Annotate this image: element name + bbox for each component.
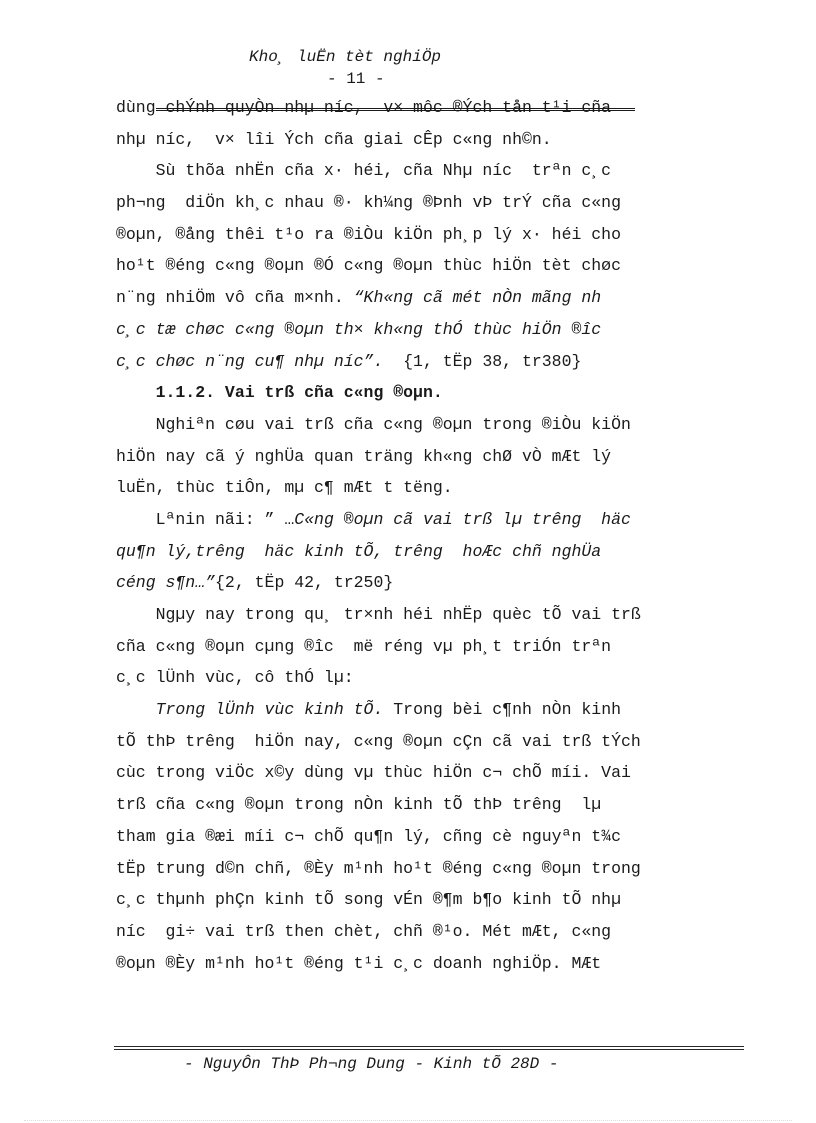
body-line: cña c«ng ®oµn cµng ®îc më réng vµ ph¸t triÓn trªn (116, 636, 612, 656)
header-title: Kho¸ luËn tèt nghiÖp (249, 48, 442, 66)
body-line: c¸c lÜnh vùc, cô thÓ lµ: (116, 668, 354, 688)
body-line (116, 92, 740, 124)
body-line: ph¬ng diÖn kh¸c nhau ®· kh¼ng ®Þnh vÞ trÝ cña c«ng (116, 193, 621, 213)
page-bottom-border (24, 1120, 792, 1121)
body-line: tÕ thÞ trêng hiÖn nay, c«ng ®oµn cÇn cã vai trß tÝch (116, 731, 641, 751)
paragraph-start: Sù thõa nhËn cña x· héi, cña Nhµ níc trªn c¸c (116, 161, 612, 181)
citation: {2, tËp 42, tr250} (215, 573, 394, 593)
indent (116, 700, 156, 719)
quotation-text: c¸c chøc n¨ng cu¶ nhµ níc”. (116, 351, 384, 371)
quotation-text: céng s¶n…” (116, 573, 216, 593)
footer-divider (114, 1046, 744, 1050)
body-line: trß cña c«ng ®oµn trong nÒn kinh tÕ thÞ trêng lµ (116, 795, 602, 815)
quotation-text: C«ng ®oµn cã vai trß lµ trêng häc (294, 509, 631, 529)
body-line (116, 567, 740, 599)
body-text: dùng (116, 98, 156, 117)
body-line: nhµ níc, v× lîi Ých cña giai cÊp c«ng nh©n. (116, 129, 552, 149)
quotation-line: c¸c tæ chøc c«ng ®oµn th× kh«ng thÓ thùc hiÖn ®îc (116, 319, 602, 339)
paragraph-start (116, 694, 740, 726)
body-line: c¸c thµnh phÇn kinh tÕ song vÉn ®¶m b¶o kinh tÕ nhµ (116, 890, 621, 910)
quotation-line: qu¶n lý,trêng häc kinh tÕ, trêng hoÆc chñ nghÜa (116, 541, 602, 561)
body-line: ®oµn ®Èy m¹nh ho¹t ®éng t¹i c¸c doanh nghiÖp. MÆt (116, 953, 602, 973)
body-line: ®oµn, ®ång thêi t¹o ra ®iÒu kiÖn ph¸p lý x· héi cho (116, 224, 621, 244)
paragraph-start (116, 504, 740, 536)
body-line: ho¹t ®éng c«ng ®oµn ®Ó c«ng ®oµn thùc hiÖn tèt chøc (116, 256, 621, 276)
subheading-italic: Trong lÜnh vùc kinh tÕ. (155, 700, 384, 720)
body-line: hiÖn nay cã ý nghÜa quan träng kh«ng chØ vÒ mÆt lý (116, 446, 612, 466)
body-text: Trong bèi c¶nh nÒn kinh (383, 700, 621, 720)
section-heading: 1.1.2. Vai trß cña c«ng ®oµn. (116, 383, 443, 403)
body-text: n¨ng nhiÖm vô cña m×nh. (116, 288, 354, 308)
body-line: níc gi÷ vai trß then chèt, chñ ®¹o. Mét mÆt, c«ng (116, 921, 612, 941)
body-text: Lªnin nãi: ” … (116, 509, 295, 529)
body-line: tham gia ®æi míi c¬ chÕ qu¶n lý, cñng cè nguyªn t¾c (116, 826, 621, 846)
citation: {1, tËp 38, tr380} (383, 351, 582, 371)
struck-text: chÝnh quyÒn nhµ níc, v× môc ®Ých tån t¹i cña (156, 92, 611, 124)
page-number: - 11 - (327, 70, 385, 88)
body-line: luËn, thùc tiÔn, mµ c¶ mÆt t tëng. (116, 478, 453, 498)
body-line: tËp trung d©n chñ, ®Èy m¹nh ho¹t ®éng c«ng ®oµn trong (116, 858, 641, 878)
paragraph-start: Nghiªn cøu vai trß cña c«ng ®oµn trong ®iÒu kiÖn (116, 414, 631, 434)
quotation-text: “Kh«ng cã mét nÒn mãng nh (353, 288, 602, 308)
body-line (116, 346, 740, 378)
document-body (116, 92, 740, 979)
body-line: cùc trong viÖc x©y dùng vµ thùc hiÖn c¬ chÕ míi. Vai (116, 763, 631, 783)
footer-author: - NguyÔn ThÞ Ph¬ng Dung - Kinh tÕ 28D - (184, 1055, 559, 1073)
body-line (116, 282, 740, 314)
paragraph-start: Ngµy nay trong qu¸ tr×nh héi nhËp quèc tÕ vai trß (116, 605, 641, 624)
